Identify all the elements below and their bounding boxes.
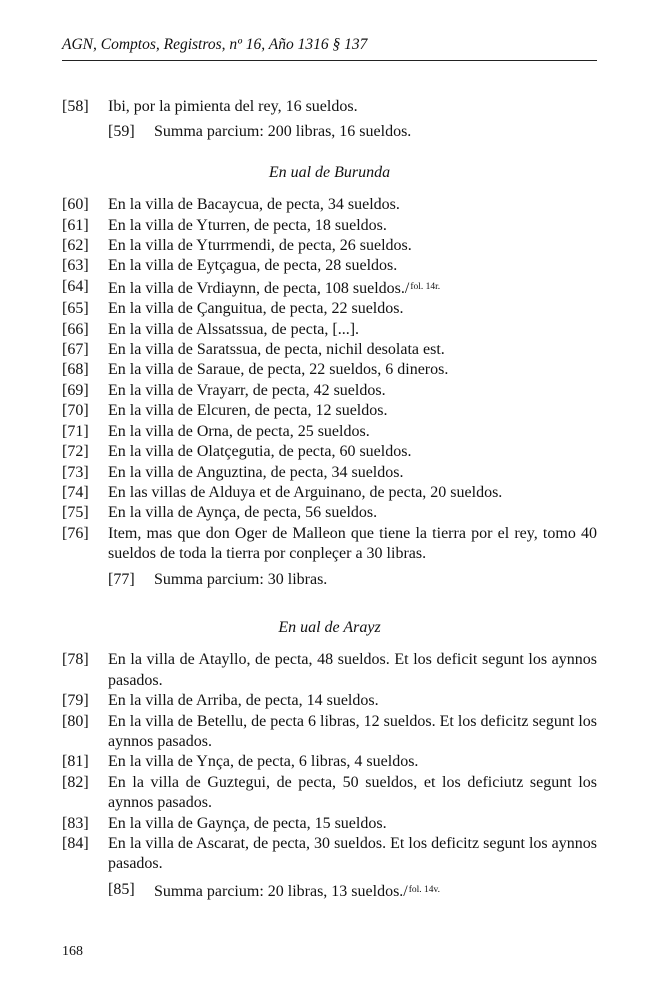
entry xyxy=(62,773,597,814)
entry-text xyxy=(108,277,597,299)
entry-number: [65] xyxy=(62,300,89,318)
entry xyxy=(62,422,597,442)
entry-text-main: En la villa de Saratssua, de pecta, nichil desolata est. xyxy=(108,341,445,359)
entry-text xyxy=(108,691,597,711)
entry-text xyxy=(108,483,597,503)
entry-number: [72] xyxy=(62,443,89,461)
entry-text-main: Item, mas que don Oger de Malleon que tiene la tierra por el rey, tomo 40 sueldos de toda la tierra por conpleçer a 30 libras. xyxy=(108,524,597,563)
entry-number: [84] xyxy=(62,835,89,852)
entry-text xyxy=(108,236,597,256)
subtotal-number: [77] xyxy=(108,570,135,588)
subtotal-text xyxy=(154,880,597,902)
subtotal-number: [59] xyxy=(108,123,135,141)
entry xyxy=(62,381,597,401)
entry-text xyxy=(108,422,597,442)
section-arayz-entries xyxy=(62,650,597,874)
entry-text xyxy=(108,834,597,875)
entry-text xyxy=(108,320,597,340)
entry-text xyxy=(108,299,597,319)
page-number: 168 xyxy=(62,944,83,959)
entry-number: [78] xyxy=(62,651,89,669)
entry-number: [66] xyxy=(62,320,89,338)
entry xyxy=(62,712,597,753)
entry-text-main: En la villa de Eytçagua, de pecta, 28 sueldos. xyxy=(108,257,398,275)
entry-text-main: En la villa de Vrdiaynn, de pecta, 108 sueldos./ xyxy=(108,279,410,297)
entry-number: [60] xyxy=(62,196,89,214)
entry-number: [81] xyxy=(62,753,89,771)
entry-text-main: En la villa de Guztegui, de pecta, 50 sueldos, et los deficiutz segunt los aynnos pasados. xyxy=(108,773,597,812)
entry-number: [74] xyxy=(62,483,89,501)
entry-text-main: En la villa de Atayllo, de pecta, 48 sueldos. Et los deficit segunt los aynnos pasados. xyxy=(108,651,597,689)
entry-text-main: En la villa de Vrayarr, de pecta, 42 sueldos. xyxy=(108,381,386,399)
section-title-burunda: En ual de Burunda xyxy=(268,163,391,181)
entry-text-main: En la villa de Elcuren, de pecta, 12 sueldos. xyxy=(108,402,388,420)
entry-number: [79] xyxy=(62,692,89,710)
entry-text-main: En la villa de Ascarat, de pecta, 30 sueldos. Et los deficitz segunt los aynnos pasados. xyxy=(108,835,597,873)
entry-text: Ibi, por la pimienta del rey, 16 sueldos. xyxy=(108,98,358,115)
entry-text xyxy=(108,712,597,753)
entry-text-main: En las villas de Alduya et de Arguinano, de pecta, 20 sueldos. xyxy=(108,483,503,501)
entry-text-main: En la villa de Gaynça, de pecta, 15 sueldos. xyxy=(108,814,387,832)
entry xyxy=(62,483,597,503)
entry xyxy=(62,299,597,319)
entry-text xyxy=(108,752,597,772)
entry-number: [64] xyxy=(62,277,89,295)
entry xyxy=(62,256,597,276)
entry xyxy=(62,463,597,483)
entry-text xyxy=(108,524,597,565)
entry xyxy=(62,503,597,523)
entry-text-main: En la villa de Alssatssua, de pecta, [...]. xyxy=(108,320,360,338)
subtotal-85 xyxy=(62,880,597,902)
entry-number: [62] xyxy=(62,237,89,255)
entry-text xyxy=(108,503,597,523)
entry xyxy=(62,752,597,772)
folio-note: fol. 14v. xyxy=(408,884,441,895)
entry xyxy=(62,340,597,360)
entry-text-main: En la villa de Olatçegutia, de pecta, 60 sueldos. xyxy=(108,443,412,461)
entry-text-main: En la villa de Orna, de pecta, 25 sueldos. xyxy=(108,422,370,440)
entry-number: [83] xyxy=(62,814,89,832)
folio-note: fol. 14r. xyxy=(410,281,441,292)
entry xyxy=(62,442,597,462)
section-title-arayz: En ual de Arayz xyxy=(278,618,381,636)
entry xyxy=(62,236,597,256)
entry xyxy=(62,691,597,711)
entry-number: [63] xyxy=(62,257,89,275)
entry-text-main: En la villa de Ynça, de pecta, 6 libras, 4 sueldos. xyxy=(108,753,419,771)
entry xyxy=(62,834,597,875)
entry xyxy=(62,401,597,421)
entry-text-main: En la villa de Bacaycua, de pecta, 34 sueldos. xyxy=(108,196,400,214)
entry-number: [76] xyxy=(62,524,89,542)
entry-text-main: En la villa de Yturrmendi, de pecta, 26 sueldos. xyxy=(108,237,412,255)
entry-number: [67] xyxy=(62,341,89,359)
entry-text-main: En la villa de Anguztina, de pecta, 34 sueldos. xyxy=(108,463,404,481)
entry-number: [68] xyxy=(62,361,89,379)
entry xyxy=(62,814,597,834)
entry-text xyxy=(108,195,597,215)
page-body xyxy=(62,97,597,906)
entry xyxy=(62,277,597,299)
entry xyxy=(62,195,597,215)
subtotal-text: Summa parcium: 200 libras, 16 sueldos. xyxy=(154,123,412,141)
entry-text xyxy=(108,650,597,691)
entry-number: [70] xyxy=(62,402,89,420)
entry-text xyxy=(108,360,597,380)
subtotal-text: Summa parcium: 30 libras. xyxy=(154,570,328,588)
entry-text-main: En la villa de Saraue, de pecta, 22 sueldos, 6 dineros. xyxy=(108,361,449,379)
subtotal-77 xyxy=(62,570,597,590)
entry-number: [80] xyxy=(62,712,89,730)
entry-text-main: En la villa de Arriba, de pecta, 14 sueldos. xyxy=(108,692,379,710)
entry-number: [69] xyxy=(62,381,89,399)
entry-text xyxy=(108,216,597,236)
entry xyxy=(62,650,597,691)
running-header: AGN, Comptos, Registros, nº 16, Año 1316 § 137 xyxy=(62,36,368,53)
header-rule xyxy=(62,60,597,61)
subtotal-59 xyxy=(62,122,597,142)
entry-text xyxy=(108,381,597,401)
entry xyxy=(62,360,597,380)
entry-text-main: En la villa de Aynça, de pecta, 56 sueldos. xyxy=(108,504,378,522)
entry-text xyxy=(108,773,597,814)
entry-text xyxy=(108,401,597,421)
subtotal-text-main: Summa parcium: 20 libras, 13 sueldos./ xyxy=(154,882,408,900)
entry-number: [71] xyxy=(62,422,89,440)
entry-text-main: En la villa de Çanguitua, de pecta, 22 sueldos. xyxy=(108,300,404,318)
entry-text xyxy=(108,814,597,834)
entry-number: [61] xyxy=(62,216,89,234)
entry xyxy=(62,320,597,340)
entry xyxy=(62,524,597,565)
subtotal-number: [85] xyxy=(108,880,135,898)
entry-number: [58] xyxy=(62,98,89,115)
entry xyxy=(62,216,597,236)
entry-text-main: En la villa de Betellu, de pecta 6 libras, 12 sueldos. Et los deficitz segunt los aynnos pasados. xyxy=(108,712,597,750)
entry-number: [82] xyxy=(62,773,89,791)
entry-text xyxy=(108,463,597,483)
entry-text xyxy=(108,442,597,462)
entry-58 xyxy=(62,97,597,117)
entry-number: [73] xyxy=(62,463,89,481)
entry-text xyxy=(108,340,597,360)
entry-text-main: En la villa de Yturren, de pecta, 18 sueldos. xyxy=(108,216,387,234)
section-burunda-entries xyxy=(62,195,597,564)
entry-number: [75] xyxy=(62,504,89,522)
entry-text xyxy=(108,256,597,276)
